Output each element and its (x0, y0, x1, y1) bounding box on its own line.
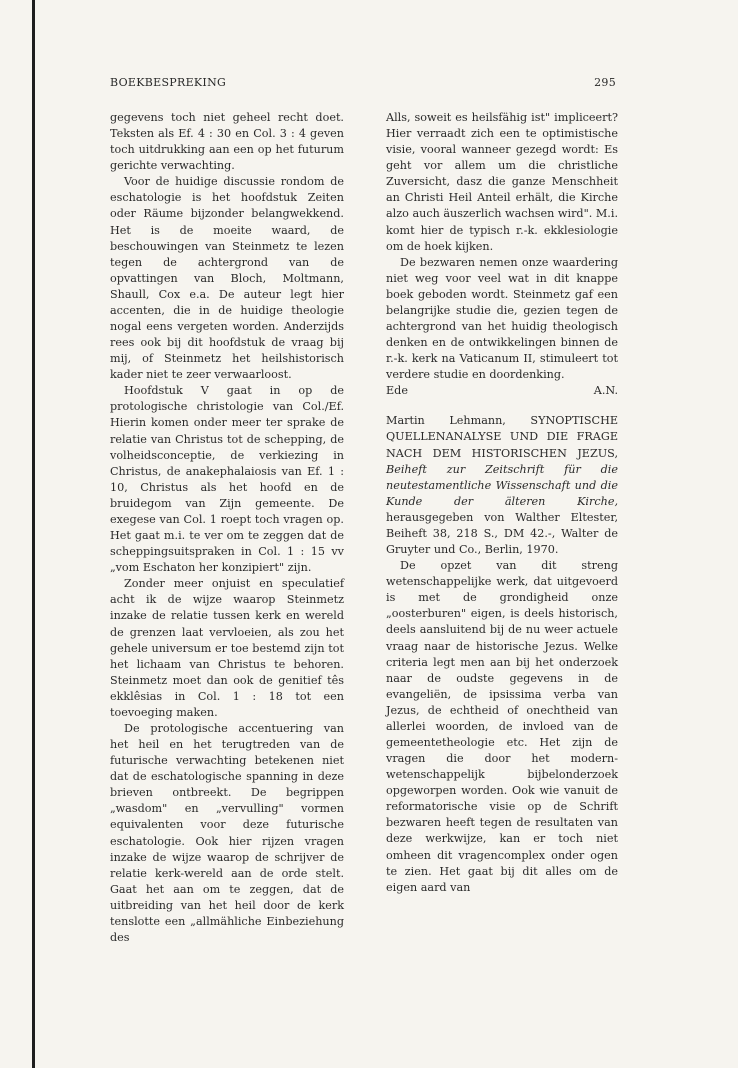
review-series: Beiheft zur Zeitschrift für die neutestamentliche Wissenschaft und die Kunde der älteren Kirche, (386, 462, 618, 508)
scan-edge (32, 0, 35, 1068)
signature-place: Ede (386, 384, 408, 398)
review-signature (386, 383, 618, 399)
paragraph: De protologische accentuering van het heil en het terugtreden van de futurische verwachting betekenen niet dat de eschatologische spanning in deze brieven ontbreekt. De begrippen „wasdom" en „vervulling" vormen equivalenten voor deze futurische eschatologie. Ook hier rijzen vragen inzake de wijze waarop de schrijver de relatie kerk-wereld aan de orde stelt. Gaat het aan om te zeggen, dat de uitbreiding van het heil door de kerk tenslotte een „allmähliche Einbeziehung des (110, 721, 344, 944)
paragraph: De bezwaren nemen onze waardering niet weg voor veel wat in dit knappe boek geboden wordt. Steinmetz gaf een belangrijke studie die, gezien tegen de achtergrond van het huidig theologisch denken en de ontwikkelingen binnen de r.-k. kerk na Vaticanum II, stimuleert tot verdere studie en doordenking. (386, 255, 618, 382)
running-title: BOEKBESPREKING (110, 76, 227, 89)
paragraph: gegevens toch niet geheel recht doet. Teksten als Ef. 4 : 30 en Col. 3 : 4 geven toch uitdrukking aan een op het futurum gerichte verwachting. (110, 111, 344, 173)
review-heading (386, 413, 618, 558)
review-author-title: Martin Lehmann, SYNOPTISCHE QUELLENANALYSE UND DIE FRAGE NACH DEM HISTORISCHEN JEZUS, (386, 414, 618, 460)
review-publication: herausgegeben von Walther Eltester, Beiheft 38, 218 S., DM 42.-, Walter de Gruyter und Co., Berlin, 1970. (386, 510, 618, 557)
page-number: 295 (594, 76, 616, 89)
paragraph: De opzet van dit streng wetenschappelijke werk, dat uitgevoerd is met de grondigheid onze „oosterburen" eigen, is deels historisch, deels aansluitend bij de nu weer actuele vraag naar de historische Jezus. Welke criteria legt men aan bij het onderzoek naar de oudste gegevens in de evangeliën, de ipsissima verba van Jezus, de echtheid of onechtheid van allerlei woorden, de invloed van de gemeentetheologie etc. Het zijn de vragen die door het modern-wetenschappelijk bijbelonderzoek opgeworpen worden. Ook wie vanuit de reformatorische visie op de Schrift bezwaren heeft tegen de resultaten van deze werkwijze, kan er toch niet omheen dit vragencomplex onder ogen te zien. Het gaat bij dit alles om de eigen aard van (386, 559, 618, 894)
page-header (110, 76, 616, 94)
signature-initials: A.N. (593, 384, 618, 398)
right-column (386, 110, 618, 896)
paragraph: Zonder meer onjuist en speculatief acht ik de wijze waarop Steinmetz inzake de relatie tussen kerk en wereld de grenzen laat vervloeien, als zou het gehele universum er toe bestemd zijn tot het lichaam van Christus te behoren. Steinmetz moet dan ook de genitief tês ekklêsias in Col. 1 : 18 tot een toevoeging maken. (110, 577, 344, 719)
paragraph: Hoofdstuk V gaat in op de protologische christologie van Col./Ef. Hierin komen onder meer ter sprake de relatie van Christus tot de schepping, de volheidsconceptie, de verkiezing in Christus, de anakephalaiosis van Ef. 1 : 10, Christus als het hoofd en de bruidegom van Zijn gemeente. De exegese van Col. 1 roept toch vragen op. Het gaat m.i. te ver om te zeggen dat de scheppingsuitspraken in Col. 1 : 15 vv „vom Eschaton her konzipiert" zijn. (110, 384, 344, 575)
left-column (110, 110, 344, 946)
paragraph: Voor de huidige discussie rondom de eschatologie is het hoofdstuk Zeiten oder Räume bijzonder belangwekkend. Het is de moeite waard, de beschouwingen van Steinmetz te lezen tegen de achtergrond van de opvattingen van Bloch, Moltmann, Shaull, Cox e.a. De auteur legt hier accenten, die in de huidige theologie nogal eens vergeten worden. Anderzijds rees ook bij dit hoofdstuk de vraag bij mij, of Steinmetz het heilshistorisch kader niet te zeer verwaarloost. (110, 175, 344, 382)
paragraph: Alls, soweit es heilsfähig ist" impliceert? Hier verraadt zich een te optimistische visie, vooral wanneer gezegd wordt: Es geht vor allem um die christliche Zuversicht, dasz die ganze Menschheit an Christi Heil Anteil erhält, die Kirche alzo auch äuszerlich wachsen wird". M.i. komt hier de typisch r.-k. ekklesiologie om de hoek kijken. (386, 111, 618, 253)
